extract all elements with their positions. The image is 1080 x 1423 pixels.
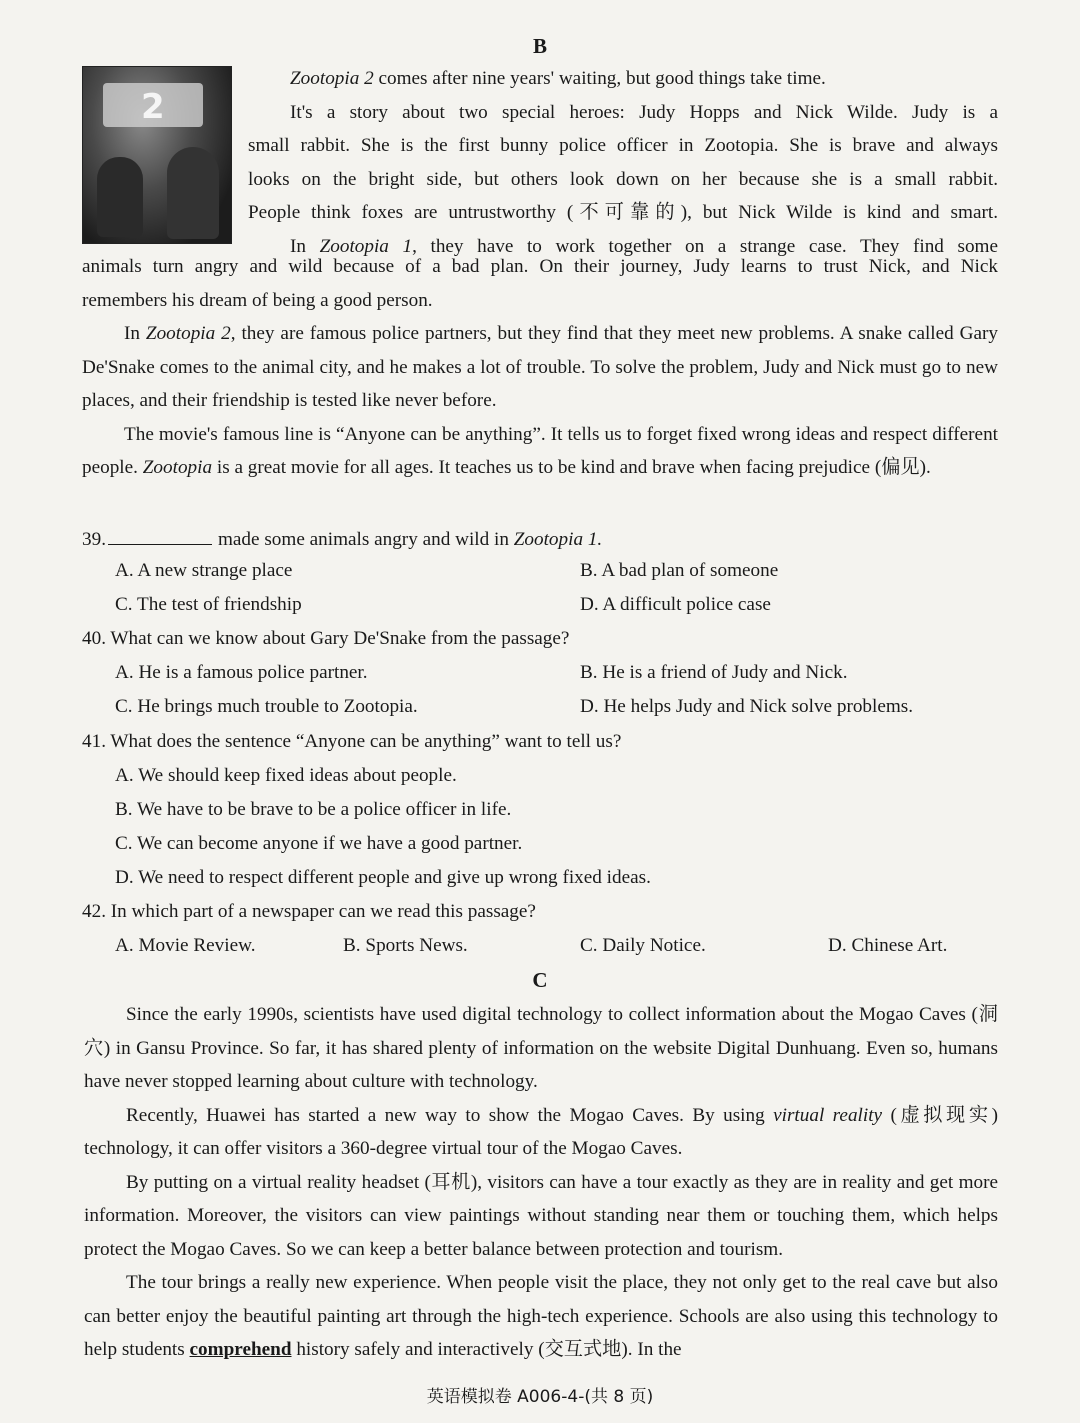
paragraph-2-line-3: looks on the bright side, but others look down on her because she is a small rabbit. <box>248 168 998 190</box>
question-39-option-a[interactable]: A. A new strange place <box>115 560 293 581</box>
question-42-option-b[interactable]: B. Sports News. <box>343 935 468 956</box>
section-b-body <box>82 250 998 485</box>
section-c-title: C <box>532 968 548 992</box>
page-footer: 英语模拟卷 A006-4-(共 8 页) <box>426 1387 654 1407</box>
question-39-stem: 39. made some animals angry and wild in Zootopia 1. <box>82 526 602 551</box>
question-42-stem: 42. In which part of a newspaper can we read this passage? <box>82 901 536 922</box>
paragraph-2-line-2: small rabbit. She is the first bunny police officer in Zootopia. She is brave and always <box>248 135 998 156</box>
paragraph-2-line-4: People think foxes are untrustworthy (不可靠的), but Nick Wilde is kind and smart. <box>248 202 998 223</box>
question-39-option-c[interactable]: C. The test of friendship <box>115 594 302 615</box>
question-41-option-d[interactable]: D. We need to respect different people and give up wrong fixed ideas. <box>115 867 651 888</box>
answer-blank[interactable] <box>108 526 212 545</box>
section-b-title: B <box>532 34 547 58</box>
section-c-paragraph-4: The tour brings a really new experience. When people visit the place, they not only get to the real cave but also can better enjoy the beautiful painting art through the high-tech experience. Schools are also using this technology to help students comprehend history safely and interactively (交互式地). In the <box>84 1272 998 1360</box>
paragraph-3-line-2: animals turn angry and wild because of a bad plan. On their journey, Judy learns to trust Nick, and Nick <box>82 256 998 277</box>
paragraph-5: The movie's famous line is “Anyone can be anything”. It tells us to forget fixed wrong ideas and respect different people. Zootopia is a great movie for all ages. It teaches us to be kind and brave when facing prejudice (偏见). <box>82 423 998 478</box>
paragraph-1: Zootopia 2 comes after nine years' waiting, but good things take time. <box>290 68 826 89</box>
question-40-option-a[interactable]: A. He is a famous police partner. <box>115 662 368 683</box>
paragraph-3-line-1: In Zootopia 1, they have to work together on a strange case. They find some <box>290 235 998 257</box>
question-39-option-b[interactable]: B. A bad plan of someone <box>580 560 779 581</box>
question-42-option-d[interactable]: D. Chinese Art. <box>828 935 948 956</box>
poster-logo: 2 <box>141 87 165 127</box>
question-41-option-a[interactable]: A. We should keep fixed ideas about people. <box>115 765 457 786</box>
question-41-stem: 41. What does the sentence “Anyone can be anything” want to tell us? <box>82 731 622 752</box>
question-42-option-c[interactable]: C. Daily Notice. <box>580 935 706 956</box>
paragraph-3-line-3: remembers his dream of being a good person. <box>82 289 433 311</box>
question-39-option-d[interactable]: D. A difficult police case <box>580 594 771 615</box>
question-41-option-c[interactable]: C. We can become anyone if we have a good partner. <box>115 833 523 854</box>
question-40-stem: 40. What can we know about Gary De'Snake from the passage? <box>82 628 570 649</box>
question-40-option-b[interactable]: B. He is a friend of Judy and Nick. <box>580 662 848 683</box>
section-c-paragraph-1: Since the early 1990s, scientists have used digital technology to collect information about the Mogao Caves (洞穴) in Gansu Province. So far, it has shared plenty of information on the website Digital Dunhuang. Even so, humans have never stopped learning about culture with technology. <box>84 1004 998 1092</box>
movie-poster-image <box>82 66 232 244</box>
section-c-paragraph-3: By putting on a virtual reality headset (耳机), visitors can have a tour exactly as they are in reality and get more information. Moreover, the visitors can view paintings without standing near them or touching them, which helps protect the Mogao Caves. So we can keep a better balance between protection and tourism. <box>84 1171 998 1260</box>
poster-figure-rabbit <box>97 157 143 237</box>
paragraph-4: In Zootopia 2, they are famous police partners, but they find that they meet new problems. A snake called Gary De'Snake comes to the animal city, and he makes a lot of trouble. To solve the problem, Judy and Nick must go to new places, and their friendship is tested like never before. <box>82 323 999 411</box>
question-40-option-d[interactable]: D. He helps Judy and Nick solve problems. <box>580 696 914 717</box>
section-c-body <box>84 998 998 1367</box>
poster-figure-fox <box>167 147 219 239</box>
question-42-option-a[interactable]: A. Movie Review. <box>115 935 256 956</box>
section-c-paragraph-2: Recently, Huawei has started a new way to show the Mogao Caves. By using virtual reality (虚拟现实) technology, it can offer visitors a 360-degree virtual tour of the Mogao Caves. <box>84 1104 999 1159</box>
vocab-word-comprehend: comprehend <box>189 1339 292 1360</box>
question-40-option-c[interactable]: C. He brings much trouble to Zootopia. <box>115 696 418 717</box>
section-b-intro <box>248 62 998 263</box>
question-41-option-b[interactable]: B. We have to be brave to be a police officer in life. <box>115 799 512 820</box>
paragraph-2-line-1: It's a story about two special heroes: Judy Hopps and Nick Wilde. Judy is a <box>290 101 998 123</box>
